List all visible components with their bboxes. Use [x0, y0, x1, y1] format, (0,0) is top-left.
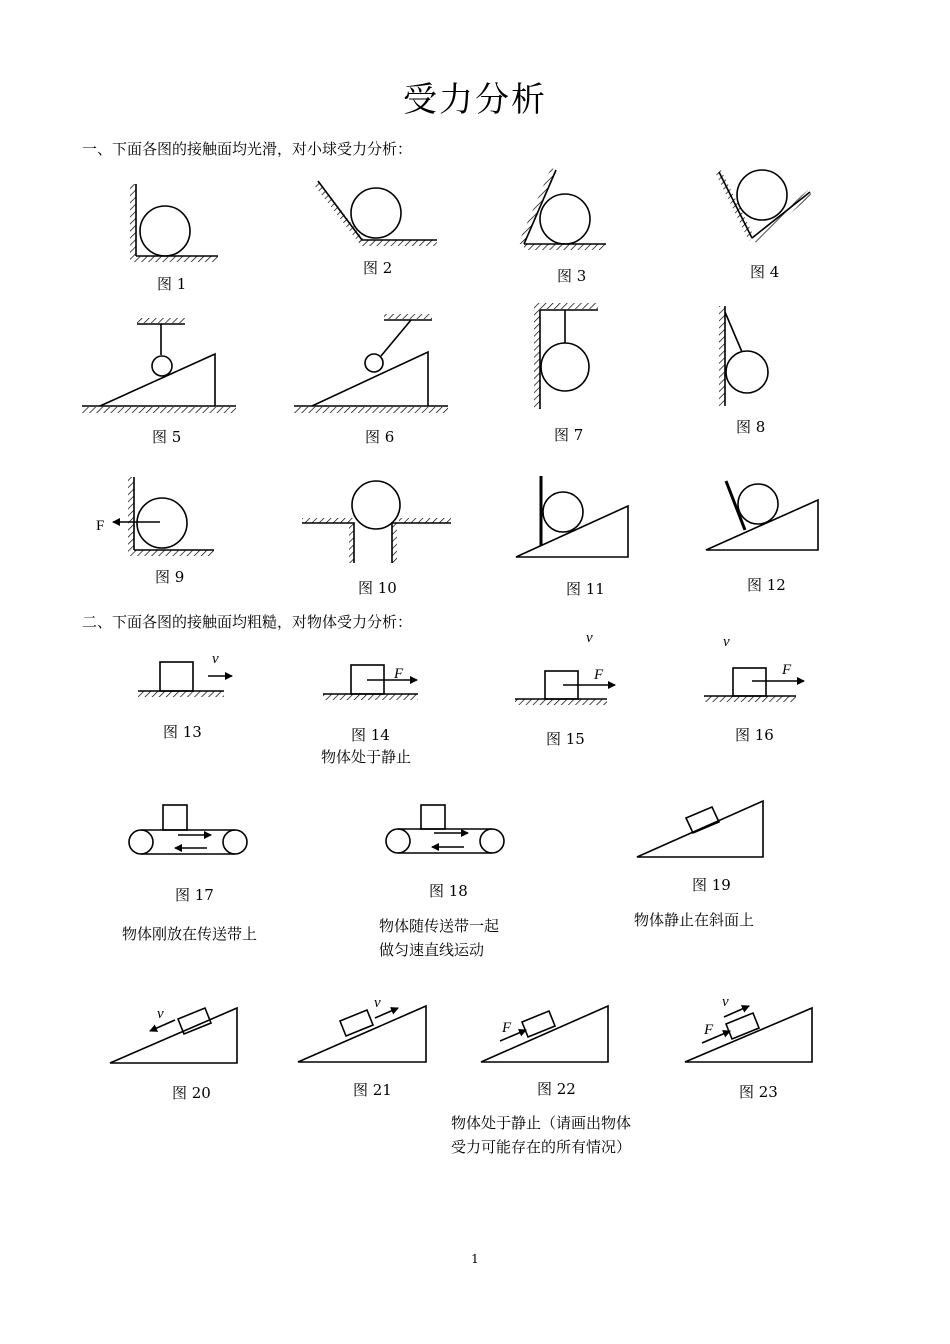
ball [726, 351, 768, 393]
figure-caption: 图 14 [351, 726, 390, 744]
section-1-heading: 一、下面各图的接触面均光滑，对小球受力分析： [82, 140, 413, 158]
force-label: F [96, 518, 105, 534]
figure-caption: 图 10 [358, 579, 397, 597]
figure-9-diagram [113, 477, 214, 556]
page-number: 1 [471, 1252, 479, 1266]
figure-caption: 图 15 [546, 730, 585, 748]
velocity-label: v [374, 995, 381, 1011]
ball [540, 194, 590, 244]
ball [137, 498, 187, 548]
ball [152, 356, 172, 376]
force-label: F [594, 667, 604, 683]
block [160, 662, 193, 691]
figure-22-note-line-2: 受力可能存在的所有情况） [451, 1138, 632, 1156]
figure-6-diagram [294, 314, 448, 413]
figure-caption: 图 22 [537, 1080, 576, 1098]
figure-caption: 图 11 [566, 580, 605, 598]
figure-18-note-line-1: 物体随传送带一起 [379, 917, 500, 935]
page-title: 受力分析 [403, 80, 547, 120]
figure-caption: 图 20 [172, 1084, 211, 1102]
figure-2-diagram [314, 180, 437, 246]
section-2-heading: 二、下面各图的接触面均粗糙，对物体受力分析： [82, 613, 413, 631]
block [522, 1011, 555, 1037]
figure-14-diagram [323, 665, 418, 700]
figure-4-diagram [716, 170, 812, 243]
force-label: F [394, 666, 404, 682]
figure-caption: 图 7 [554, 426, 584, 444]
figure-caption: 图 9 [155, 568, 185, 586]
ball [140, 206, 190, 256]
figure-caption: 图 16 [735, 726, 774, 744]
ball [365, 354, 383, 372]
figure-17-note: 物体刚放在传送带上 [122, 925, 258, 943]
force-label: F [704, 1022, 714, 1038]
figure-5-diagram [82, 318, 236, 413]
figure-19-note: 物体静止在斜面上 [634, 911, 755, 929]
figure-19-diagram [637, 801, 763, 857]
block [733, 668, 766, 696]
ball [541, 343, 589, 391]
block [421, 805, 445, 829]
block [163, 805, 187, 830]
velocity-label: v [157, 1006, 164, 1022]
figure-3-diagram [518, 168, 606, 250]
figure-1-diagram [130, 184, 218, 262]
figure-caption: 图 23 [739, 1083, 778, 1101]
velocity-label: v [586, 630, 593, 646]
figure-caption: 图 18 [429, 882, 468, 900]
ball [738, 484, 778, 524]
force-label: F [502, 1020, 512, 1036]
figure-caption: 图 2 [363, 259, 393, 277]
figure-11-diagram [516, 476, 628, 557]
ball [737, 170, 787, 220]
figure-14-note: 物体处于静止 [321, 748, 412, 766]
figure-caption: 图 19 [692, 876, 731, 894]
figure-12-diagram [706, 481, 818, 550]
figure-17-diagram [129, 805, 247, 854]
force-label: F [782, 662, 792, 678]
figure-18-diagram [386, 805, 504, 853]
figure-caption: 图 3 [557, 267, 587, 285]
ball [352, 481, 400, 529]
figure-7-diagram [534, 303, 598, 409]
figure-caption: 图 8 [736, 418, 766, 436]
figure-22-note-line-1: 物体处于静止（请画出物体 [451, 1114, 632, 1132]
figure-caption: 图 12 [747, 576, 786, 594]
figure-21-diagram [298, 1006, 426, 1062]
figure-22-diagram [481, 1006, 608, 1062]
block [686, 807, 719, 833]
figure-caption: 图 17 [175, 886, 214, 904]
ball [351, 188, 401, 238]
velocity-label: v [722, 994, 729, 1010]
figure-10-diagram [302, 481, 451, 563]
block [726, 1013, 759, 1039]
figure-caption: 图 13 [163, 723, 202, 741]
velocity-label: v [212, 651, 219, 667]
velocity-label: v [723, 634, 730, 650]
ball [543, 492, 583, 532]
figure-18-note-line-2: 做匀速直线运动 [379, 941, 485, 959]
figure-caption: 图 6 [365, 428, 395, 446]
figure-caption: 图 5 [152, 428, 182, 446]
figure-20-diagram [110, 1008, 237, 1063]
figure-caption: 图 1 [157, 275, 187, 293]
figure-caption: 图 4 [750, 263, 780, 281]
figure-13-diagram [138, 662, 232, 697]
figure-8-diagram [719, 306, 768, 406]
figure-caption: 图 21 [353, 1081, 392, 1099]
